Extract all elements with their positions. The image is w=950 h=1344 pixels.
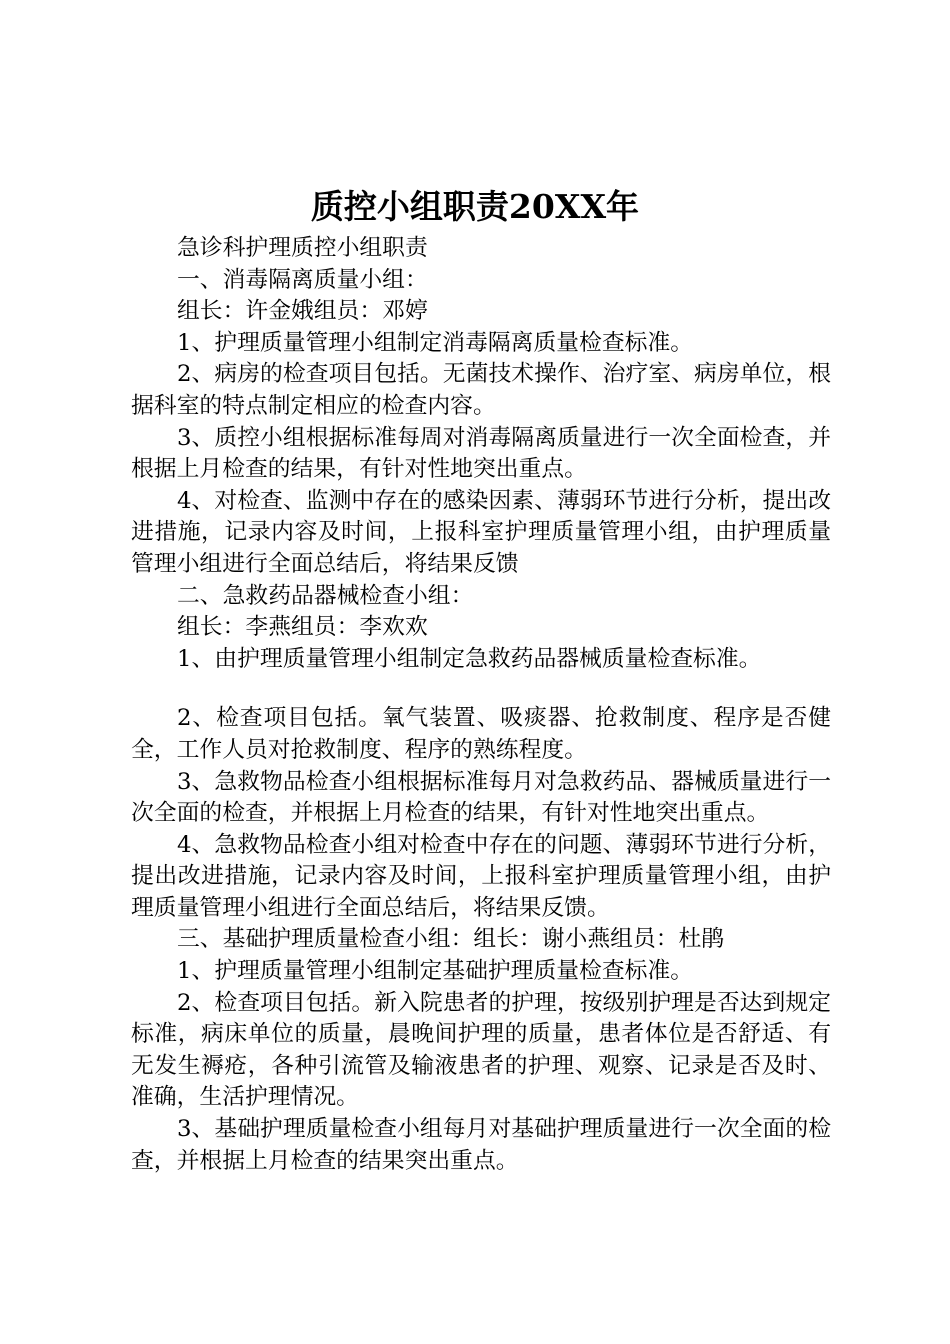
section-heading-disinfection: 一、消毒隔离质量小组： (177, 266, 428, 293)
paragraph-item: 3、质控小组根据标准每周对消毒隔离质量进行一次全面检查，并根据上月检查的结果，有针对性地突出重点。 (131, 424, 831, 483)
paragraph-item: 1、由护理质量管理小组制定急救药品器械质量检查标准。 (177, 645, 762, 672)
paragraph-team-leader: 组长：许金娥组员：邓婷 (177, 298, 428, 325)
paragraph-item: 4、对检查、监测中存在的感染因素、薄弱环节进行分析，提出改进措施，记录内容及时间，上报科室护理质量管理小组，由护理质量管理小组进行全面总结后，将结果反馈 (131, 487, 831, 577)
paragraph-team-leader: 组长：李燕组员：李欢欢 (177, 614, 428, 641)
paragraph-item: 3、急救物品检查小组根据标准每月对急救药品、器械质量进行一次全面的检查，并根据上月检查的结果，有针对性地突出重点。 (131, 768, 831, 827)
paragraph-subtitle: 急诊科护理质控小组职责 (177, 235, 428, 261)
paragraph-item: 2、检查项目包括。新入院患者的护理，按级别护理是否达到规定标准，病床单位的质量，晨晚间护理的质量，患者体位是否舒适、有无发生褥疮，各种引流管及输液患者的护理、观察、记录是否及时、准确，生活护理情况。 (131, 989, 831, 1111)
paragraph-item: 3、基础护理质量检查小组每月对基础护理质量进行一次全面的检查，并根据上月检查的结果突出重点。 (131, 1116, 831, 1174)
paragraph-item: 2、检查项目包括。氧气装置、吸痰器、抢救制度、程序是否健全，工作人员对抢救制度、程序的熟练程度。 (131, 705, 831, 763)
section-heading-basic-nursing: 三、基础护理质量检查小组：组长：谢小燕组员：杜鹃 (177, 926, 725, 953)
section-heading-emergency-drugs: 二、急救药品器械检查小组： (177, 582, 474, 609)
document-title: 质控小组职责20XX年 (310, 187, 640, 226)
paragraph-item: 1、护理质量管理小组制定基础护理质量检查标准。 (177, 958, 694, 985)
paragraph-item: 1、护理质量管理小组制定消毒隔离质量检查标准。 (177, 329, 694, 356)
paragraph-item: 2、病房的检查项目包括。无菌技术操作、治疗室、病房单位，根据科室的特点制定相应的检查内容。 (131, 361, 831, 419)
paragraph-item: 4、急救物品检查小组对检查中存在的问题、薄弱环节进行分析，提出改进措施，记录内容及时间，上报科室护理质量管理小组，由护理质量管理小组进行全面总结后，将结果反馈。 (131, 831, 831, 921)
document-body (131, 233, 831, 1177)
